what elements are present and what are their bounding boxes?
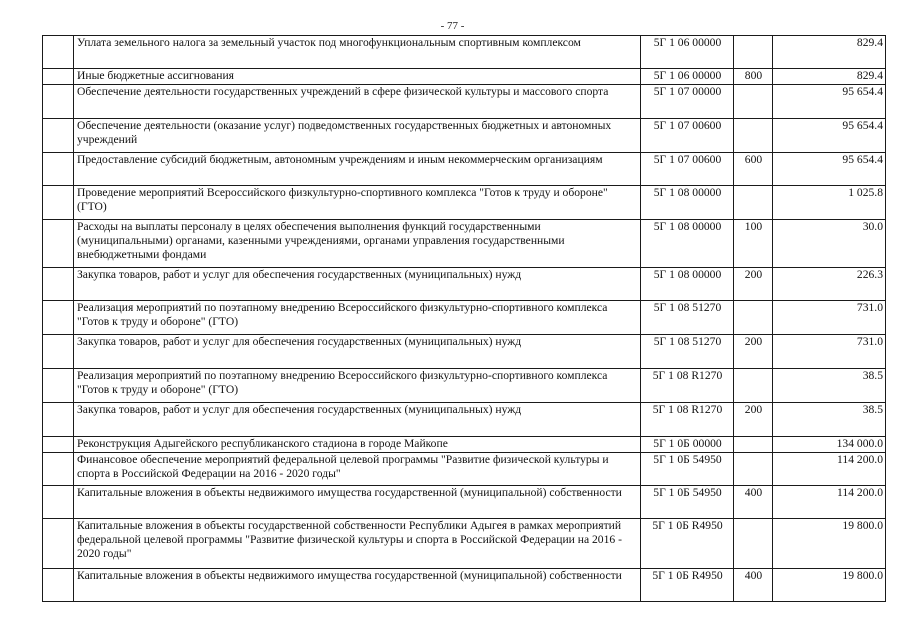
table-row: [43, 153, 886, 186]
page-number: - 77 -: [440, 20, 465, 32]
expense-type-cell: [734, 186, 773, 220]
index-cell: [43, 220, 74, 268]
target-code-cell: 5Г 1 08 51270: [641, 301, 734, 335]
amount-cell: 829.4: [773, 69, 886, 85]
expense-name-cell: Обеспечение деятельности государственных учреждений в сфере физической культуры и массового спорта: [74, 85, 641, 119]
index-cell: [43, 186, 74, 220]
amount-cell: 95 654.4: [773, 85, 886, 119]
target-code-cell: 5Г 1 0Б 54950: [641, 486, 734, 519]
amount-cell: 114 200.0: [773, 453, 886, 486]
index-cell: [43, 486, 74, 519]
table-row: [43, 335, 886, 369]
amount-cell: 731.0: [773, 301, 886, 335]
expense-name-cell: Иные бюджетные ассигнования: [74, 69, 641, 85]
target-code-cell: 5Г 1 08 00000: [641, 220, 734, 268]
expense-type-cell: 400: [734, 569, 773, 602]
index-cell: [43, 569, 74, 602]
expense-name-cell: Проведение мероприятий Всероссийского физкультурно-спортивного комплекса "Готов к труду и обороне" (ГТО): [74, 186, 641, 220]
amount-cell: 38.5: [773, 403, 886, 437]
amount-cell: 829.4: [773, 36, 886, 69]
index-cell: [43, 301, 74, 335]
index-cell: [43, 153, 74, 186]
index-cell: [43, 335, 74, 369]
expense-name-cell: Уплата земельного налога за земельный участок под многофункциональным спортивным комплексом: [74, 36, 641, 69]
amount-cell: 114 200.0: [773, 486, 886, 519]
expense-name-cell: Расходы на выплаты персоналу в целях обеспечения выполнения функций государственными (муниципальными) органами, казенными учреждениями, органами управления государственными внебюджетными фондами: [74, 220, 641, 268]
amount-cell: 731.0: [773, 335, 886, 369]
expense-name-cell: Обеспечение деятельности (оказание услуг) подведомственных государственных бюджетных и автономных учреждений: [74, 119, 641, 153]
target-code-cell: 5Г 1 08 R1270: [641, 369, 734, 403]
table-row: [43, 437, 886, 453]
amount-cell: 134 000.0: [773, 437, 886, 453]
expense-name-cell: Капитальные вложения в объекты недвижимого имущества государственной (муниципальной) собственности: [74, 486, 641, 519]
expense-type-cell: 200: [734, 335, 773, 369]
target-code-cell: 5Г 1 08 R1270: [641, 403, 734, 437]
table-row: [43, 403, 886, 437]
target-code-cell: 5Г 1 07 00600: [641, 153, 734, 186]
expense-name-cell: Капитальные вложения в объекты государственной собственности Республики Адыгея в рамках мероприятий федеральной целевой программы "Развитие физической культуры и спорта в Российской Федерации на 2016 - 2020 годы": [74, 519, 641, 569]
table-row: [43, 36, 886, 69]
table-row: [43, 453, 886, 486]
expense-type-cell: 200: [734, 268, 773, 301]
budget-table-body: [43, 36, 886, 602]
target-code-cell: 5Г 1 06 00000: [641, 36, 734, 69]
expense-type-cell: 200: [734, 403, 773, 437]
table-row: [43, 369, 886, 403]
index-cell: [43, 519, 74, 569]
expense-name-cell: Финансовое обеспечение мероприятий федеральной целевой программы "Развитие физической культуры и спорта в Российской Федерации на 2016 - 2020 годы": [74, 453, 641, 486]
table-row: [43, 569, 886, 602]
target-code-cell: 5Г 1 0Б 00000: [641, 437, 734, 453]
amount-cell: 95 654.4: [773, 119, 886, 153]
expense-type-cell: [734, 119, 773, 153]
target-code-cell: 5Г 1 08 00000: [641, 268, 734, 301]
index-cell: [43, 119, 74, 153]
index-cell: [43, 268, 74, 301]
expense-type-cell: 800: [734, 69, 773, 85]
table-row: [43, 119, 886, 153]
index-cell: [43, 69, 74, 85]
table-row: [43, 69, 886, 85]
expense-type-cell: 400: [734, 486, 773, 519]
expense-name-cell: Закупка товаров, работ и услуг для обеспечения государственных (муниципальных) нужд: [74, 268, 641, 301]
expense-type-cell: [734, 85, 773, 119]
table-row: [43, 186, 886, 220]
budget-table: [42, 35, 886, 602]
expense-type-cell: 100: [734, 220, 773, 268]
index-cell: [43, 437, 74, 453]
table-row: [43, 85, 886, 119]
amount-cell: 226.3: [773, 268, 886, 301]
expense-type-cell: [734, 437, 773, 453]
expense-type-cell: 600: [734, 153, 773, 186]
index-cell: [43, 403, 74, 437]
expense-name-cell: Реализация мероприятий по поэтапному внедрению Всероссийского физкультурно-спортивного комплекса "Готов к труду и обороне" (ГТО): [74, 301, 641, 335]
amount-cell: 30.0: [773, 220, 886, 268]
table-row: [43, 519, 886, 569]
amount-cell: 38.5: [773, 369, 886, 403]
expense-name-cell: Реализация мероприятий по поэтапному внедрению Всероссийского физкультурно-спортивного комплекса "Готов к труду и обороне" (ГТО): [74, 369, 641, 403]
expense-name-cell: Капитальные вложения в объекты недвижимого имущества государственной (муниципальной) собственности: [74, 569, 641, 602]
expense-type-cell: [734, 519, 773, 569]
target-code-cell: 5Г 1 08 00000: [641, 186, 734, 220]
amount-cell: 1 025.8: [773, 186, 886, 220]
target-code-cell: 5Г 1 0Б 54950: [641, 453, 734, 486]
table-row: [43, 220, 886, 268]
target-code-cell: 5Г 1 06 00000: [641, 69, 734, 85]
expense-name-cell: Закупка товаров, работ и услуг для обеспечения государственных (муниципальных) нужд: [74, 335, 641, 369]
target-code-cell: 5Г 1 07 00600: [641, 119, 734, 153]
expense-name-cell: Предоставление субсидий бюджетным, автономным учреждениям и иным некоммерческим организациям: [74, 153, 641, 186]
table-row: [43, 268, 886, 301]
expense-type-cell: [734, 36, 773, 69]
expense-name-cell: Закупка товаров, работ и услуг для обеспечения государственных (муниципальных) нужд: [74, 403, 641, 437]
amount-cell: 19 800.0: [773, 519, 886, 569]
expense-type-cell: [734, 453, 773, 486]
target-code-cell: 5Г 1 07 00000: [641, 85, 734, 119]
amount-cell: 19 800.0: [773, 569, 886, 602]
expense-type-cell: [734, 369, 773, 403]
target-code-cell: 5Г 1 0Б R4950: [641, 569, 734, 602]
target-code-cell: 5Г 1 08 51270: [641, 335, 734, 369]
index-cell: [43, 453, 74, 486]
expense-name-cell: Реконструкция Адыгейского республиканского стадиона в городе Майкопе: [74, 437, 641, 453]
index-cell: [43, 36, 74, 69]
amount-cell: 95 654.4: [773, 153, 886, 186]
index-cell: [43, 85, 74, 119]
index-cell: [43, 369, 74, 403]
table-row: [43, 301, 886, 335]
target-code-cell: 5Г 1 0Б R4950: [641, 519, 734, 569]
expense-type-cell: [734, 301, 773, 335]
table-row: [43, 486, 886, 519]
